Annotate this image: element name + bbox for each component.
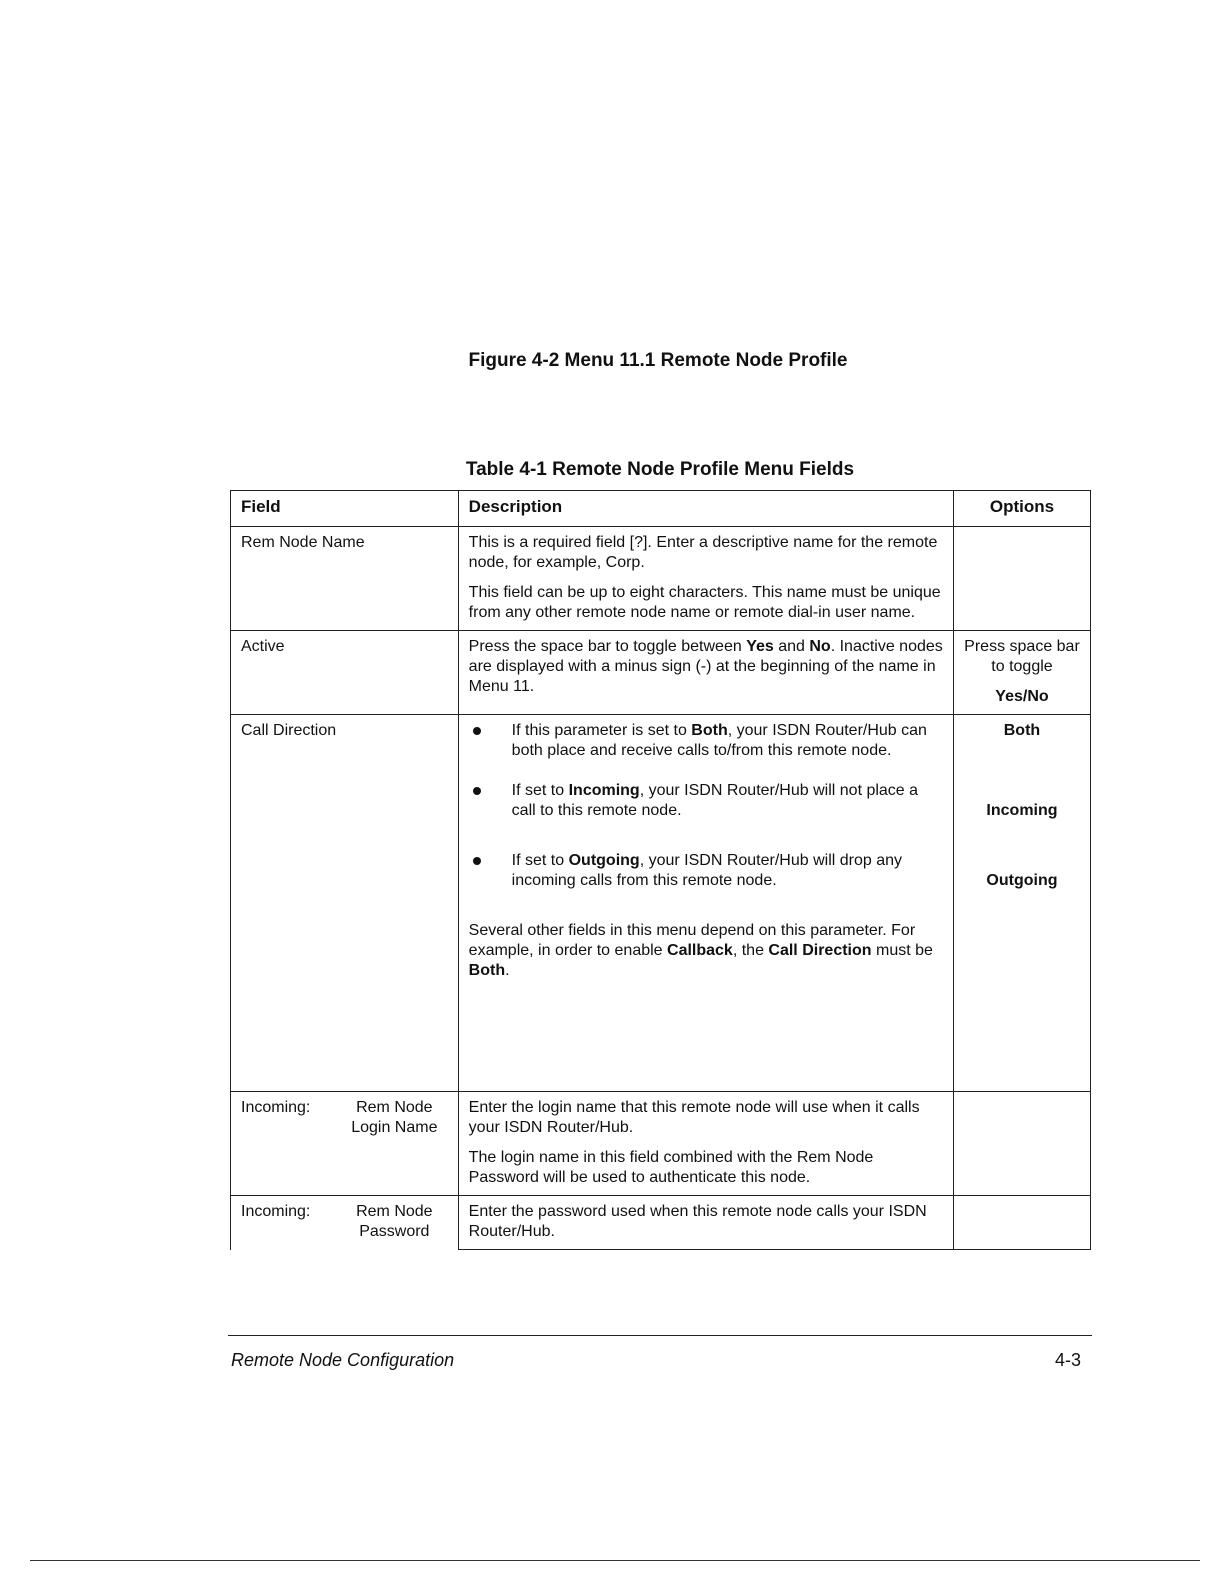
- remote-node-fields-table: [230, 490, 1091, 1250]
- field-sublabel: Rem Node Password: [356, 1203, 433, 1240]
- table-row: [231, 1092, 1091, 1196]
- description-cell: [458, 1092, 953, 1196]
- bullet-icon: [473, 787, 481, 795]
- bullet-list: [469, 721, 943, 891]
- option-value: Incoming: [986, 802, 1058, 819]
- footer-page-number: 4-3: [1055, 1350, 1082, 1370]
- options-cell: [953, 631, 1090, 715]
- description-paragraph: Enter the login name that this remote node will use when it calls your ISDN Router/Hub.: [468, 1099, 920, 1136]
- bullet-item: If this parameter is set to Both, your ISDN Router/Hub can both place and receive calls to/from this remote node.: [469, 721, 943, 761]
- header-options: Options: [953, 491, 1090, 527]
- description-cell: [458, 715, 953, 1092]
- figure-caption: Figure 4-2 Menu 11.1 Remote Node Profile: [468, 350, 848, 371]
- options-cell: [953, 715, 1090, 1092]
- field-cell: [231, 1092, 459, 1196]
- table-row: [231, 715, 1091, 1092]
- bullet-icon: [473, 727, 481, 735]
- header-field: Field: [231, 491, 459, 527]
- footer-rule: [228, 1335, 1092, 1336]
- bullet-item: If set to Incoming, your ISDN Router/Hub will not place a call to this remote node.: [469, 781, 943, 821]
- option-text: Press space bar to toggle: [964, 638, 1080, 675]
- description-cell: [458, 1196, 953, 1250]
- option-value: Both: [1003, 722, 1041, 739]
- table-row: [231, 1196, 1091, 1250]
- field-cell: Active: [231, 631, 459, 715]
- page-bottom-rule: [30, 1560, 1200, 1561]
- table-header-row: [231, 491, 1091, 527]
- description-paragraph: Press the space bar to toggle between Yes and No. Inactive nodes are displayed with a minus sign (-) at the beginning of the name in Menu 11.: [468, 638, 943, 695]
- options-cell: [953, 527, 1090, 631]
- options-cell: [953, 1196, 1090, 1250]
- description-paragraph: This field can be up to eight characters. This name must be unique from any other remote node name or remote dial-in user name.: [468, 584, 941, 621]
- option-value: Yes/No: [995, 688, 1049, 705]
- table-row: [231, 631, 1091, 715]
- bullet-item: If set to Outgoing, your ISDN Router/Hub will drop any incoming calls from this remote node.: [469, 851, 943, 891]
- option-value: Outgoing: [986, 872, 1058, 889]
- description-paragraph: Enter the password used when this remote node calls your ISDN Router/Hub.: [468, 1203, 927, 1240]
- header-description: Description: [458, 491, 953, 527]
- description-cell: [458, 527, 953, 631]
- field-cell: Call Direction: [231, 715, 459, 1092]
- bullet-icon: [473, 857, 481, 865]
- field-cell: [231, 1196, 459, 1250]
- table-row: [231, 527, 1091, 631]
- field-label: Incoming:: [241, 1099, 311, 1116]
- description-paragraph: Several other fields in this menu depend on this parameter. For example, in order to enable Callback, the Call Direction must be Both.: [468, 922, 933, 979]
- field-cell: Rem Node Name: [231, 527, 459, 631]
- description-paragraph: The login name in this field combined with the Rem Node Password will be used to authenticate this node.: [468, 1149, 874, 1186]
- field-sublabel: Rem Node Login Name: [351, 1099, 438, 1136]
- description-paragraph: This is a required field [?]. Enter a descriptive name for the remote node, for example, Corp.: [468, 534, 938, 571]
- footer-section-title: Remote Node Configuration: [231, 1350, 455, 1370]
- description-cell: [458, 631, 953, 715]
- table-caption: Table 4-1 Remote Node Profile Menu Fields: [465, 459, 855, 480]
- options-cell: [953, 1092, 1090, 1196]
- field-label: Incoming:: [241, 1203, 311, 1220]
